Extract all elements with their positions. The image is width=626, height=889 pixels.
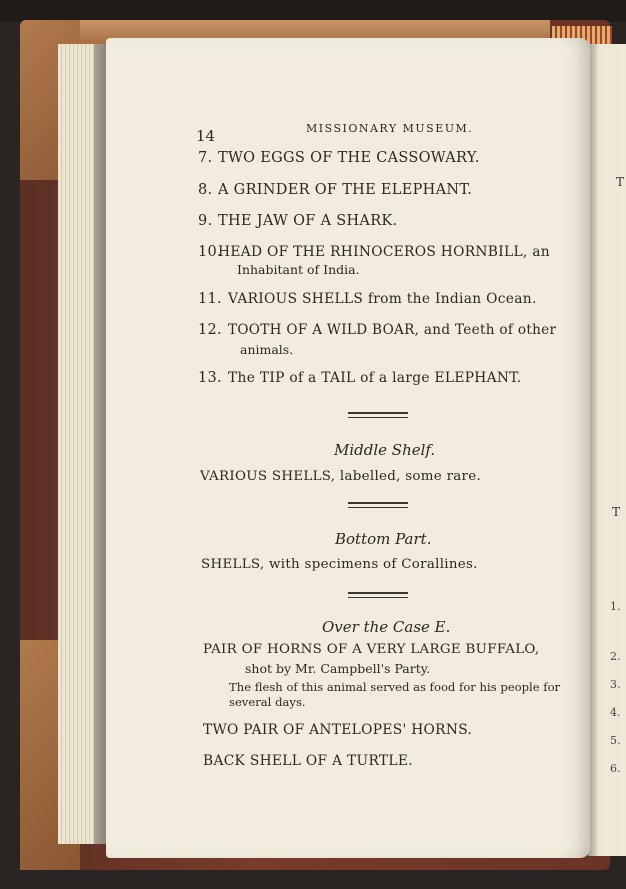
facing-page-letter: T	[616, 175, 625, 189]
facing-page-number: 2.	[610, 650, 621, 663]
over-case-item: PAIR OF HORNS OF A VERY LARGE BUFFALO,	[203, 642, 540, 657]
item-continuation: Inhabitant of India.	[237, 262, 360, 277]
item-number: 10.	[198, 244, 222, 260]
item-number: 13.	[198, 370, 222, 386]
item-text: VARIOUS SHELLS from the Indian Ocean.	[228, 291, 537, 307]
facing-page-number: 6.	[610, 762, 621, 775]
item-number: 8.	[198, 182, 213, 198]
page-number: 14	[196, 127, 216, 145]
item-text: TOOTH OF A WILD BOAR, and Teeth of other	[228, 322, 557, 338]
facing-page-number: 5.	[610, 734, 621, 747]
section-rule	[348, 502, 408, 508]
item-continuation: animals.	[240, 342, 294, 357]
section-text: VARIOUS SHELLS, labelled, some rare.	[200, 469, 482, 484]
item-number: 12.	[198, 322, 222, 338]
item-text: A GRINDER OF THE ELEPHANT.	[218, 182, 473, 198]
page-edge-shadow	[94, 44, 106, 844]
facing-page-number: 3.	[610, 678, 621, 691]
over-case-item: TWO PAIR OF ANTELOPES' HORNS.	[203, 722, 473, 738]
footnote-text: several days.	[229, 695, 306, 709]
over-case-item: BACK SHELL OF A TURTLE.	[203, 753, 413, 769]
facing-page-letter: T	[612, 505, 621, 519]
item-text: HEAD OF THE RHINOCEROS HORNBILL, an	[218, 244, 550, 260]
section-heading: Bottom Part.	[335, 530, 432, 548]
footnote-text: The flesh of this animal served as food for his people for	[229, 680, 561, 694]
scan-background	[0, 0, 626, 22]
running-head: MISSIONARY MUSEUM.	[306, 122, 474, 135]
item-text: THE JAW OF A SHARK.	[218, 213, 398, 229]
item-number: 7.	[198, 150, 213, 166]
item-text: The TIP of a TAIL of a large ELEPHANT.	[228, 370, 522, 386]
item-text: TWO EGGS OF THE CASSOWARY.	[218, 150, 480, 166]
section-text: SHELLS, with specimens of Corallines.	[201, 557, 478, 572]
section-rule	[348, 412, 408, 418]
section-heading: Middle Shelf.	[334, 441, 436, 459]
over-case-item-continuation: shot by Mr. Campbell's Party.	[245, 661, 431, 676]
facing-page-number: 1.	[610, 600, 621, 613]
section-rule	[348, 592, 408, 598]
item-number: 11.	[198, 291, 222, 307]
item-number: 9.	[198, 213, 213, 229]
facing-page-number: 4.	[610, 706, 621, 719]
section-heading: Over the Case E.	[322, 618, 451, 636]
